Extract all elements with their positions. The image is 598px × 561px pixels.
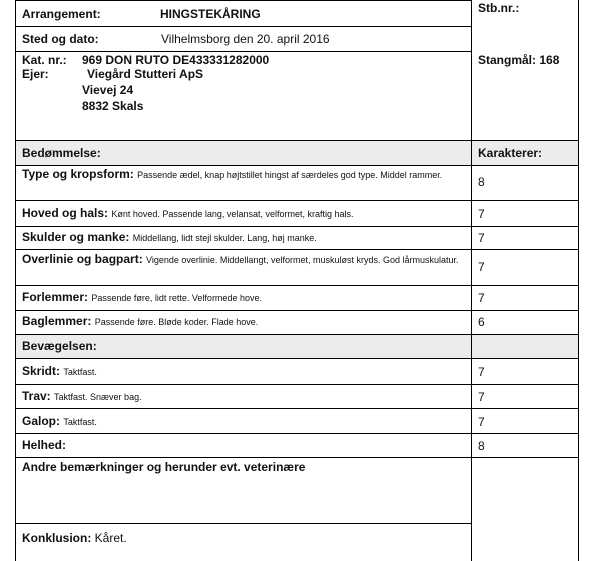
overall-label: Helhed: [22,438,67,452]
assessment-label: Forlemmer: [22,290,89,304]
movement-label: Galop: [22,414,60,428]
assessment-row-overlinie [22,252,467,267]
left-border [15,0,16,561]
right-border [578,0,579,561]
row-divider [15,226,579,227]
movement-text: Taktfast. [63,367,97,377]
row-divider [15,408,579,409]
movement-label: Trav: [22,389,51,403]
row-divider [15,140,579,141]
ejer-street: Vievej 24 [82,83,134,97]
score-value: 7 [478,291,485,305]
movement-header-band [16,335,578,358]
score-value: 7 [478,415,485,429]
score-value: 7 [478,260,485,274]
row-divider [15,26,472,27]
assessment-text: Passende føre, lidt rette. Velformede hove. [91,293,262,303]
assessment-heading: Bedømmelse: [22,146,101,160]
assessment-text: Vigende overlinie. Middellangt, velformet, muskuløst kryds. God lårmuskulatur. [146,255,459,265]
ejer-name: Viegård Stutteri ApS [87,67,204,81]
row-divider [15,358,579,359]
other-remarks-label: Andre bemærkninger og herunder evt. veterinære [22,460,306,474]
stangmaal: Stangmål: 168 [478,53,560,67]
score-value: 7 [478,231,485,245]
movement-text: Taktfast. [63,417,97,427]
sted-dato-label: Sted og dato: [22,32,99,46]
sted-dato-value: Vilhelmsborg den 20. april 2016 [161,32,330,46]
assessment-text: Passende føre. Bløde koder. Flade hove. [94,317,259,327]
score-value: 7 [478,365,485,379]
assessment-label: Baglemmer: [22,314,92,328]
assessment-text: Kønt hoved. Passende lang, velansat, velformet, kraftig hals. [111,209,354,219]
assessment-label: Overlinie og bagpart: [22,252,143,266]
conclusion-label: Konklusion: [22,531,92,545]
overall-score: 8 [478,439,485,453]
movement-label: Skridt: [22,364,61,378]
row-divider [15,310,579,311]
stb-nr-label: Stb.nr.: [478,1,520,15]
movement-row-trav [22,389,142,404]
assessment-row-hoved [22,206,354,221]
arrangement-value: HINGSTEKÅRING [160,7,261,21]
row-divider [15,249,579,250]
movement-row-skridt [22,364,97,379]
row-divider [15,285,579,286]
row-divider [15,523,472,524]
assessment-row-type [22,167,467,182]
movement-heading: Bevægelsen: [22,339,97,353]
row-divider [15,165,579,166]
movement-text: Taktfast. Snæver bag. [54,392,142,402]
row-divider [15,200,579,201]
assessment-row-skulder [22,230,317,245]
assessment-label: Skulder og manke: [22,230,130,244]
conclusion [22,531,127,545]
row-divider [15,51,472,52]
ejer-label: Ejer: [22,67,49,81]
score-value: 6 [478,315,485,329]
ejer-city: 8832 Skals [82,99,144,113]
score-column-divider [471,0,472,561]
assessment-row-baglemmer [22,314,258,329]
assessment-label: Hoved og hals: [22,206,109,220]
assessment-text: Passende ædel, knap højtstillet hingst af særdeles god type. Middel rammer. [137,170,443,180]
assessment-text: Middellang, lidt stejl skulder. Lang, høj manke. [132,233,317,243]
score-value: 7 [478,390,485,404]
top-border [15,0,472,1]
assessment-label: Type og kropsform: [22,167,134,181]
row-divider [15,384,579,385]
row-divider [15,457,579,458]
assessment-row-forlemmer [22,290,262,305]
movement-row-galop [22,414,97,429]
arrangement-label: Arrangement: [22,7,101,21]
row-divider [15,433,579,434]
scores-heading: Karakterer: [478,146,543,160]
kat-nr-label: Kat. nr.: [22,53,67,67]
row-divider [15,334,579,335]
kat-nr-value: 969 DON RUTO DE433331282000 [82,53,270,67]
score-value: 8 [478,175,485,189]
conclusion-value: Kåret. [94,531,127,545]
score-value: 7 [478,207,485,221]
